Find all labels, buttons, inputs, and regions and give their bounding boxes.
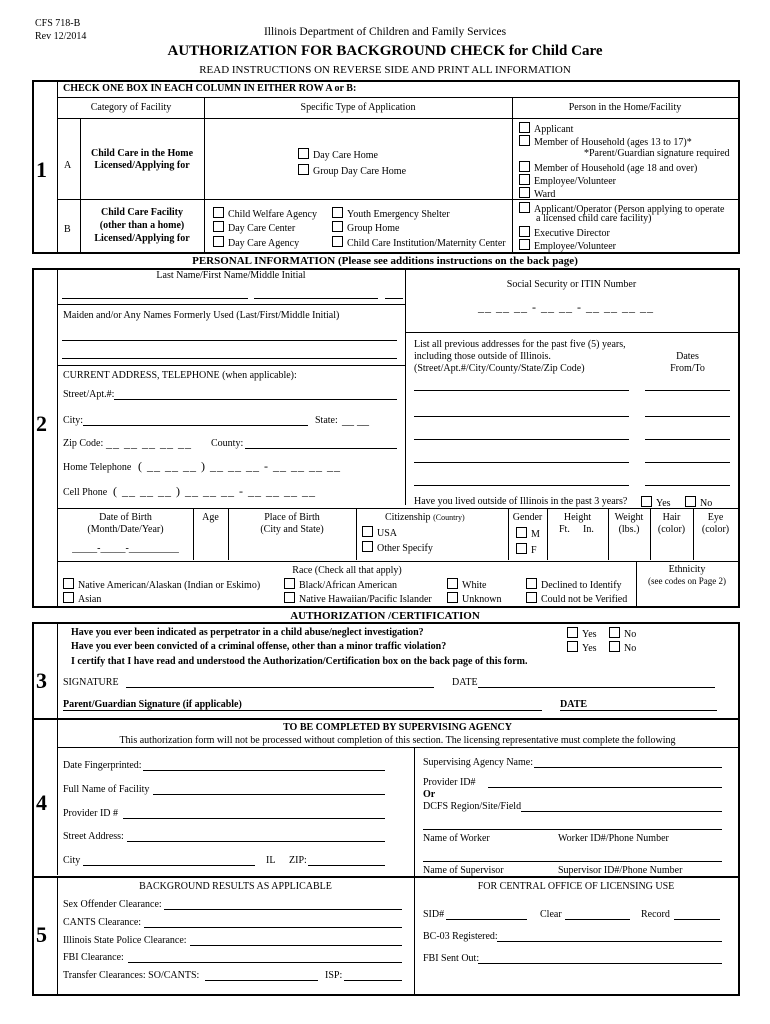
parent-date-field[interactable]: [560, 710, 717, 711]
option-day-care-center[interactable]: [213, 221, 295, 234]
facility-street-field[interactable]: [127, 841, 385, 842]
sid-field[interactable]: [446, 919, 527, 920]
option-label: Employee/Volunteer: [534, 176, 617, 187]
city-label: City:: [63, 415, 84, 426]
row-b-category-line1: Child Care Facility: [100, 207, 184, 218]
citizenship-other-option[interactable]: [362, 541, 433, 554]
option-label: No: [624, 629, 637, 640]
facility-zip-label: ZIP:: [289, 855, 307, 866]
race-pacific-islander[interactable]: [284, 592, 432, 605]
facility-city-field[interactable]: [83, 865, 255, 866]
cants-field[interactable]: [144, 927, 402, 928]
race-label: Race (Check all that apply): [292, 565, 402, 576]
abuse-yes-option[interactable]: [567, 627, 597, 640]
checkbox-icon[interactable]: [519, 239, 530, 250]
supervising-agency-heading: TO BE COMPLETED BY SUPERVISING AGENCY: [283, 722, 512, 733]
authorization-heading: AUTHORIZATION /CERTIFICATION: [290, 610, 480, 622]
person-employee-volunteer-a[interactable]: [519, 174, 616, 187]
maiden-name-label: Maiden and/or Any Names Formerly Used (Last/First/Middle Initial): [63, 310, 340, 321]
supervisor-name-label: Name of Supervisor: [423, 865, 504, 876]
ethnicity-note: (see codes on Page 2): [648, 576, 726, 586]
current-address-label: CURRENT ADDRESS, TELEPHONE (when applicable):: [63, 370, 297, 381]
maiden-name-field-2[interactable]: [62, 358, 397, 359]
person-employee-volunteer-b[interactable]: [519, 239, 616, 252]
checkbox-icon[interactable]: [526, 578, 537, 589]
checkbox-icon[interactable]: [332, 221, 343, 232]
supervisor-field[interactable]: [423, 861, 722, 862]
prev-address-field-5[interactable]: [414, 485, 629, 486]
gender-f-option[interactable]: [516, 543, 537, 556]
prev-address-field-2[interactable]: [414, 416, 629, 417]
checkbox-icon[interactable]: [685, 496, 696, 507]
option-label: No: [624, 643, 637, 654]
checkbox-icon[interactable]: [213, 236, 224, 247]
option-label: Could not be Verified: [541, 594, 628, 605]
race-not-verified[interactable]: [526, 592, 627, 605]
checkbox-icon[interactable]: [362, 526, 373, 537]
ssn-field[interactable]: __ __ __ - __ __ - __ __ __ __: [478, 300, 654, 314]
hair-color-label: (color): [657, 524, 686, 535]
row-a-letter: A: [64, 160, 72, 171]
dob-field[interactable]: _____-_____-__________: [72, 543, 179, 554]
isp-label: ISP:: [325, 970, 343, 981]
facility-street-label: Street Address:: [63, 831, 124, 842]
isp-clearance-label: Illinois State Police Clearance:: [63, 935, 187, 946]
prev-address-field-3[interactable]: [414, 439, 629, 440]
option-label: Yes: [656, 498, 671, 509]
citizenship-label: [385, 512, 465, 523]
eye-label: Eye: [707, 512, 724, 523]
col-type-header: Specific Type of Application: [300, 102, 416, 113]
bc03-field[interactable]: [497, 941, 722, 942]
city-field[interactable]: [83, 425, 308, 426]
outside-illinois-question: Have you lived outside of Illinois in the past 3 years?: [414, 496, 628, 507]
prev-address-line2: including those outside of Illinois.: [414, 351, 551, 362]
option-label: White: [462, 580, 487, 591]
checkbox-icon[interactable]: [519, 202, 530, 213]
citizenship-usa-option[interactable]: [362, 526, 397, 539]
form-title: AUTHORIZATION FOR BACKGROUND CHECK for Child Care: [167, 43, 603, 59]
sid-label: SID#: [423, 909, 445, 920]
option-label: Group Home: [347, 223, 400, 234]
cants-label: CANTS Clearance:: [63, 917, 142, 928]
option-label: Native American/Alaskan (Indian or Eskimo): [78, 580, 261, 591]
checkbox-icon[interactable]: [609, 641, 620, 652]
checkbox-icon[interactable]: [519, 122, 530, 133]
option-group-day-care-home[interactable]: [298, 164, 406, 177]
checkbox-icon[interactable]: [567, 627, 578, 638]
person-ward[interactable]: [519, 187, 555, 200]
option-label: Child Welfare Agency: [228, 209, 317, 220]
fbi-clearance-field[interactable]: [128, 962, 402, 963]
height-ft-label: Ft.: [559, 524, 570, 535]
race-white[interactable]: [447, 578, 486, 591]
gender-label: Gender: [512, 512, 543, 523]
dcfs-region-label: DCFS Region/Site/Field: [423, 801, 522, 812]
race-native-american[interactable]: [63, 578, 260, 591]
checkbox-icon[interactable]: [298, 148, 309, 159]
conviction-question: Have you ever been convicted of a criminal offense, other than a minor traffic violation?: [71, 641, 447, 652]
checkbox-icon[interactable]: [213, 221, 224, 232]
col-person-header: Person in the Home/Facility: [568, 102, 682, 113]
worker-id-label: Worker ID#/Phone Number: [558, 833, 669, 844]
option-label: USA: [377, 528, 398, 539]
bc03-label: BC-03 Registered:: [423, 931, 498, 942]
checkbox-icon[interactable]: [567, 641, 578, 652]
parent-signature-label: Parent/Guardian Signature (if applicable): [63, 699, 242, 710]
option-label: F: [531, 545, 537, 556]
race-asian[interactable]: [63, 592, 101, 605]
checkbox-icon[interactable]: [609, 627, 620, 638]
option-label: Declined to Identify: [541, 580, 622, 591]
signature-date-field[interactable]: [478, 687, 715, 688]
option-label: Day Care Center: [228, 223, 296, 234]
person-executive-director[interactable]: [519, 226, 610, 239]
certify-statement: I certify that I have read and understood the Authorization/Certification box on the back page of this form.: [71, 656, 528, 667]
checkbox-icon[interactable]: [519, 161, 530, 172]
agency-name-label: Supervising Agency Name:: [423, 757, 533, 768]
checkbox-icon[interactable]: [447, 578, 458, 589]
prev-address-field-1[interactable]: [414, 390, 629, 391]
ethnicity-label: Ethnicity: [668, 564, 706, 575]
checkbox-icon[interactable]: [298, 164, 309, 175]
street-field[interactable]: [114, 399, 397, 400]
height-label: Height: [563, 512, 592, 523]
option-label: Group Day Care Home: [313, 166, 407, 177]
option-label: Applicant/Operator (Person applying to operate: [534, 204, 725, 215]
transfer-clearance-label: Transfer Clearances: SO/CANTS:: [63, 970, 200, 981]
checkbox-icon[interactable]: [63, 592, 74, 603]
option-label: Member of Household (age 18 and over): [534, 163, 698, 174]
section-2-number: 2: [36, 411, 47, 436]
checkbox-icon[interactable]: [519, 135, 530, 146]
option-day-care-agency[interactable]: [213, 236, 299, 249]
place-of-birth-format-label: (City and State): [260, 524, 324, 535]
agency-provider-id-field[interactable]: [488, 787, 722, 788]
conviction-yes-option[interactable]: [567, 641, 597, 654]
cell-phone-field[interactable]: ( __ __ __ ) __ __ __ - __ __ __ __: [113, 484, 316, 498]
option-label: Native Hawaiian/Pacific Islander: [299, 594, 432, 605]
option-label: Other Specify: [377, 543, 433, 554]
dates-label: Dates: [676, 351, 699, 362]
applicant-operator-note: a licensed child care facility): [536, 213, 652, 224]
first-name-field[interactable]: [254, 298, 378, 299]
option-youth-emergency-shelter[interactable]: [332, 207, 450, 220]
row-b-category-line2: (other than a home): [99, 220, 185, 231]
citizenship-text: Citizenship: [385, 512, 431, 523]
form-revision: Rev 12/2014: [35, 31, 87, 42]
worker-field[interactable]: [423, 829, 722, 830]
age-label: Age: [202, 512, 219, 523]
checkbox-icon[interactable]: [516, 543, 527, 554]
checkbox-icon[interactable]: [447, 592, 458, 603]
prev-dates-field-3[interactable]: [645, 439, 730, 440]
clear-label: Clear: [540, 909, 562, 920]
last-name-field[interactable]: [62, 298, 248, 299]
checkbox-icon[interactable]: [526, 592, 537, 603]
name-label: Last Name/First Name/Middle Initial: [156, 270, 306, 281]
ssn-label: Social Security or ITIN Number: [506, 279, 637, 290]
supervising-agency-note: This authorization form will not be processed without completion of this section. The licensing representative must complete the following: [119, 735, 676, 746]
sex-offender-label: Sex Offender Clearance:: [63, 899, 162, 910]
prev-address-line3: (Street/Apt.#/City/County/State/Zip Code): [414, 363, 585, 374]
country-text: (Country): [433, 513, 465, 522]
agency-name-field[interactable]: [534, 767, 722, 768]
county-label: County:: [211, 438, 244, 449]
isp-field[interactable]: [344, 980, 402, 981]
option-label: Yes: [582, 643, 597, 654]
place-of-birth-label: Place of Birth: [264, 512, 320, 523]
checkbox-icon[interactable]: [284, 592, 295, 603]
option-child-care-institution[interactable]: [332, 236, 506, 249]
section-4-number: 4: [36, 790, 47, 815]
abuse-no-option[interactable]: [609, 627, 636, 640]
facility-zip-field[interactable]: [308, 865, 385, 866]
checkbox-icon[interactable]: [213, 207, 224, 218]
county-field[interactable]: [245, 448, 397, 449]
abuse-question: Have you ever been indicated as perpetrator in a child abuse/neglect investigation?: [71, 627, 424, 638]
facility-name-label: Full Name of Facility: [63, 784, 150, 795]
signature-label: SIGNATURE: [63, 677, 119, 688]
section-3-number: 3: [36, 668, 47, 693]
supervisor-id-label: Supervisor ID#/Phone Number: [558, 865, 683, 876]
option-label: No: [700, 498, 713, 509]
facility-name-field[interactable]: [153, 794, 385, 795]
so-cants-field[interactable]: [205, 980, 318, 981]
checkbox-icon[interactable]: [63, 578, 74, 589]
weight-label: Weight: [614, 512, 644, 523]
home-telephone-label: Home Telephone: [63, 462, 132, 473]
provider-id-label: Provider ID #: [63, 808, 118, 819]
parent-date-label: DATE: [560, 699, 588, 710]
option-label: Youth Emergency Shelter: [347, 209, 450, 220]
state-field[interactable]: __ __: [342, 413, 369, 427]
parent-signature-field[interactable]: [63, 710, 542, 711]
option-label: Employee/Volunteer: [534, 241, 617, 252]
prev-dates-field-4[interactable]: [645, 462, 730, 463]
zip-field[interactable]: __ __ __ __ __: [106, 436, 192, 450]
person-household-13-17[interactable]: [519, 135, 692, 148]
home-telephone-field[interactable]: ( __ __ __ ) __ __ __ - __ __ __ __: [138, 459, 341, 473]
isp-clearance-field[interactable]: [190, 945, 402, 946]
race-declined[interactable]: [526, 578, 622, 591]
prev-dates-field-1[interactable]: [645, 390, 730, 391]
option-label: Member of Household (ages 13 to 17)*: [534, 137, 692, 148]
checkbox-icon[interactable]: [519, 226, 530, 237]
race-black[interactable]: [284, 578, 397, 591]
height-in-label: In.: [583, 524, 594, 535]
checkbox-icon[interactable]: [332, 236, 343, 247]
row-a-category-line1: Child Care in the Home: [90, 148, 194, 159]
checkbox-icon[interactable]: [362, 541, 373, 552]
record-label: Record: [641, 909, 670, 920]
option-label: Executive Director: [534, 228, 610, 239]
row-a-category-line2: Licensed/Applying for: [94, 160, 190, 171]
middle-initial-field[interactable]: [385, 298, 403, 299]
checkbox-icon[interactable]: [641, 496, 652, 507]
checkbox-icon[interactable]: [519, 187, 530, 198]
row-b-letter: B: [64, 224, 71, 235]
personal-info-heading: PERSONAL INFORMATION (Please see additions instructions on the back page): [192, 255, 578, 267]
licensing-use-heading: FOR CENTRAL OFFICE OF LICENSING USE: [477, 881, 675, 892]
eye-color-label: (color): [701, 524, 730, 535]
row-b-category-line3: Licensed/Applying for: [94, 233, 190, 244]
option-label: M: [531, 529, 540, 540]
checkbox-icon[interactable]: [284, 578, 295, 589]
option-label: Day Care Agency: [228, 238, 300, 249]
option-label: Black/African American: [299, 580, 398, 591]
checkbox-icon[interactable]: [332, 207, 343, 218]
dcfs-region-field[interactable]: [521, 811, 722, 812]
street-label: Street/Apt.#:: [63, 389, 115, 400]
option-group-home[interactable]: [332, 221, 400, 234]
option-label: Asian: [78, 594, 102, 605]
section-1-instruction: CHECK ONE BOX IN EACH COLUMN IN EITHER ROW A or B:: [63, 83, 357, 94]
record-field[interactable]: [674, 919, 720, 920]
option-label: Ward: [534, 189, 556, 200]
person-applicant[interactable]: [519, 122, 573, 135]
option-label: Yes: [582, 629, 597, 640]
person-household-18-over[interactable]: [519, 161, 697, 174]
prev-address-line1: List all previous addresses for the past five (5) years,: [414, 339, 626, 350]
conviction-no-option[interactable]: [609, 641, 636, 654]
facility-city-label: City: [63, 855, 81, 866]
signature-field[interactable]: [126, 687, 434, 688]
fbi-clearance-label: FBI Clearance:: [63, 952, 124, 963]
hair-label: Hair: [662, 512, 681, 523]
facility-state-il: IL: [266, 855, 276, 866]
agency-provider-id-label: Provider ID#: [423, 777, 476, 788]
clear-field[interactable]: [565, 919, 630, 920]
cell-phone-label: Cell Phone: [63, 487, 108, 498]
from-to-label: From/To: [670, 363, 705, 374]
prev-dates-field-5[interactable]: [645, 485, 730, 486]
date-fingerprinted-label: Date Fingerprinted:: [63, 760, 142, 771]
state-label: State:: [315, 415, 338, 426]
section-5-number: 5: [36, 922, 47, 947]
prev-dates-field-2[interactable]: [645, 416, 730, 417]
signature-date-label: DATE: [452, 677, 478, 688]
zip-label: Zip Code:: [63, 438, 104, 449]
gender-m-option[interactable]: [516, 527, 540, 540]
parent-signature-note: *Parent/Guardian signature required: [584, 148, 730, 159]
option-label: Unknown: [462, 594, 502, 605]
or-label: Or: [423, 789, 436, 800]
background-results-heading: BACKGROUND RESULTS AS APPLICABLE: [139, 881, 332, 892]
option-day-care-home[interactable]: [298, 148, 378, 161]
prev-address-field-4[interactable]: [414, 462, 629, 463]
fbi-sent-label: FBI Sent Out:: [423, 953, 480, 964]
section-1-number: 1: [36, 157, 47, 182]
option-label: Applicant: [534, 124, 574, 135]
col-category-header: Category of Facility: [90, 102, 172, 113]
form-id: CFS 718-B: [35, 18, 81, 29]
date-fingerprinted-field[interactable]: [143, 770, 385, 771]
weight-unit-label: (lbs.): [618, 524, 640, 535]
checkbox-icon[interactable]: [519, 174, 530, 185]
worker-name-label: Name of Worker: [423, 833, 490, 844]
option-child-welfare-agency[interactable]: [213, 207, 317, 220]
maiden-name-field-1[interactable]: [62, 340, 397, 341]
form-subtitle: READ INSTRUCTIONS ON REVERSE SIDE AND PRINT ALL INFORMATION: [199, 64, 571, 76]
dob-label: Date of Birth: [99, 512, 152, 523]
checkbox-icon[interactable]: [516, 527, 527, 538]
option-label: Child Care Institution/Maternity Center: [347, 238, 506, 249]
provider-id-field[interactable]: [123, 818, 385, 819]
race-unknown[interactable]: [447, 592, 501, 605]
option-label: Day Care Home: [313, 150, 378, 161]
agency-name: Illinois Department of Children and Family Services: [263, 26, 507, 38]
fbi-sent-field[interactable]: [478, 963, 722, 964]
sex-offender-field[interactable]: [164, 909, 402, 910]
dob-format-label: (Month/Date/Year): [87, 524, 164, 535]
